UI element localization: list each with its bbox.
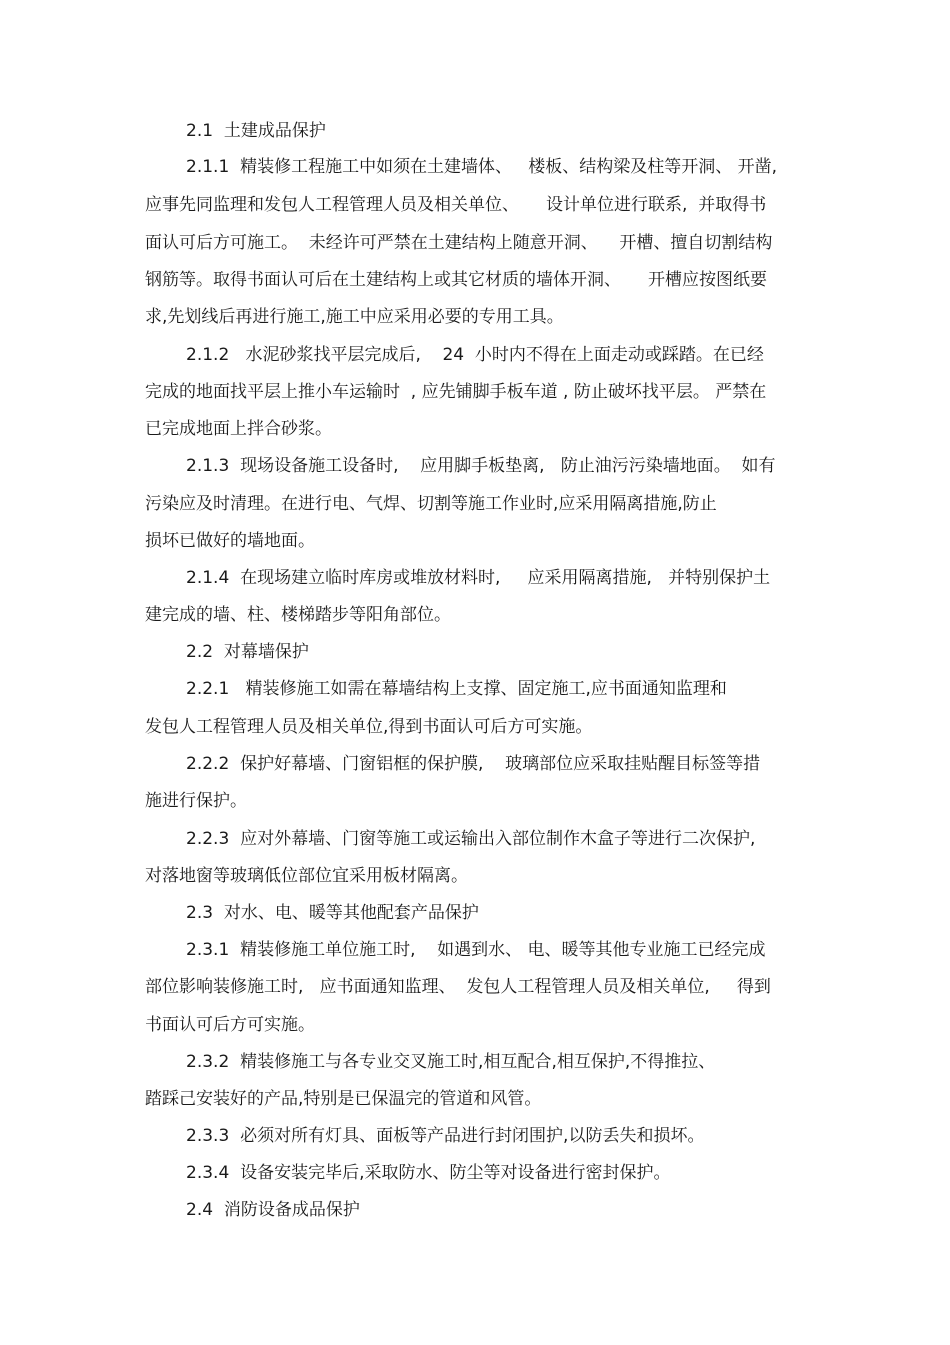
paragraph-line: 面认可后方可施工。 未经许可严禁在土建结构上随意开洞、 开槽、擅自切割结构: [145, 233, 773, 253]
paragraph-line: 应事先同监理和发包人工程管理人员及相关单位、 设计单位进行联系, 并取得书: [145, 195, 767, 215]
paragraph-line: 损坏已做好的墙地面。: [145, 531, 315, 551]
paragraph-line: 2.2.2 保护好幕墙、门窗铝框的保护膜, 玻璃部位应采取挂贴醒目标签等措: [186, 754, 761, 774]
paragraph-line: 书面认可后方可实施。: [145, 1015, 315, 1035]
paragraph-line: 2.3.2 精装修施工与各专业交叉施工时,相互配合,相互保护,不得推拉、: [186, 1052, 716, 1072]
paragraph-line: 2.1.3 现场设备施工设备时, 应用脚手板垫离, 防止油污污染墙地面。 如有: [186, 456, 776, 476]
paragraph-line: 2.1.2 水泥砂浆找平层完成后, 24 小时内不得在上面走动或踩踏。在已经: [186, 345, 764, 365]
paragraph-line: 2.3.4 设备安装完毕后,采取防水、防尘等对设备进行密封保护。: [186, 1163, 671, 1183]
heading-2-3: 2.3 对水、电、暖等其他配套产品保护: [186, 903, 479, 923]
paragraph-line: 钢筋等。取得书面认可后在土建结构上或其它材质的墙体开洞、 开槽应按图纸要: [145, 270, 768, 290]
paragraph-line: 求,先划线后再进行施工,施工中应采用必要的专用工具。: [145, 307, 564, 327]
paragraph-line: 2.3.3 必须对所有灯具、面板等产品进行封闭围护,以防丢失和损坏。: [186, 1126, 705, 1146]
paragraph-line: 2.2.3 应对外幕墙、门窗等施工或运输出入部位制作木盒子等进行二次保护,: [186, 829, 756, 849]
paragraph-line: 对落地窗等玻璃低位部位宜采用板材隔离。: [145, 866, 468, 886]
heading-2-2: 2.2 对幕墙保护: [186, 642, 309, 662]
paragraph-line: 2.2.1 精装修施工如需在幕墙结构上支撑、固定施工,应书面通知监理和: [186, 679, 727, 699]
heading-2-1: 2.1 土建成品保护: [186, 121, 326, 141]
paragraph-line: 部位影响装修施工时, 应书面通知监理、 发包人工程管理人员及相关单位, 得到: [145, 977, 771, 997]
paragraph-line: 完成的地面找平层上推小车运输时 , 应先铺脚手板车道 , 防止破坏找平层。 严禁在: [145, 382, 767, 402]
paragraph-line: 2.1.4 在现场建立临时库房或堆放材料时, 应采用隔离措施, 并特别保护土: [186, 568, 771, 588]
paragraph-line: 已完成地面上拌合砂浆。: [145, 419, 332, 439]
paragraph-line: 2.3.1 精装修施工单位施工时, 如遇到水、 电、暖等其他专业施工已经完成: [186, 940, 766, 960]
heading-2-4: 2.4 消防设备成品保护: [186, 1200, 360, 1220]
paragraph-line: 建完成的墙、柱、楼梯踏步等阳角部位。: [145, 605, 451, 625]
paragraph-line: 施进行保护。: [145, 791, 247, 811]
paragraph-line: 2.1.1 精装修工程施工中如须在土建墙体、 楼板、结构梁及柱等开洞、 开凿,: [186, 157, 778, 177]
paragraph-line: 发包人工程管理人员及相关单位,得到书面认可后方可实施。: [145, 717, 593, 737]
paragraph-line: 污染应及时清理。在进行电、气焊、切割等施工作业时,应采用隔离措施,防止: [145, 494, 717, 514]
paragraph-line: 踏踩己安装好的产品,特别是已保温完的管道和风管。: [145, 1089, 542, 1109]
